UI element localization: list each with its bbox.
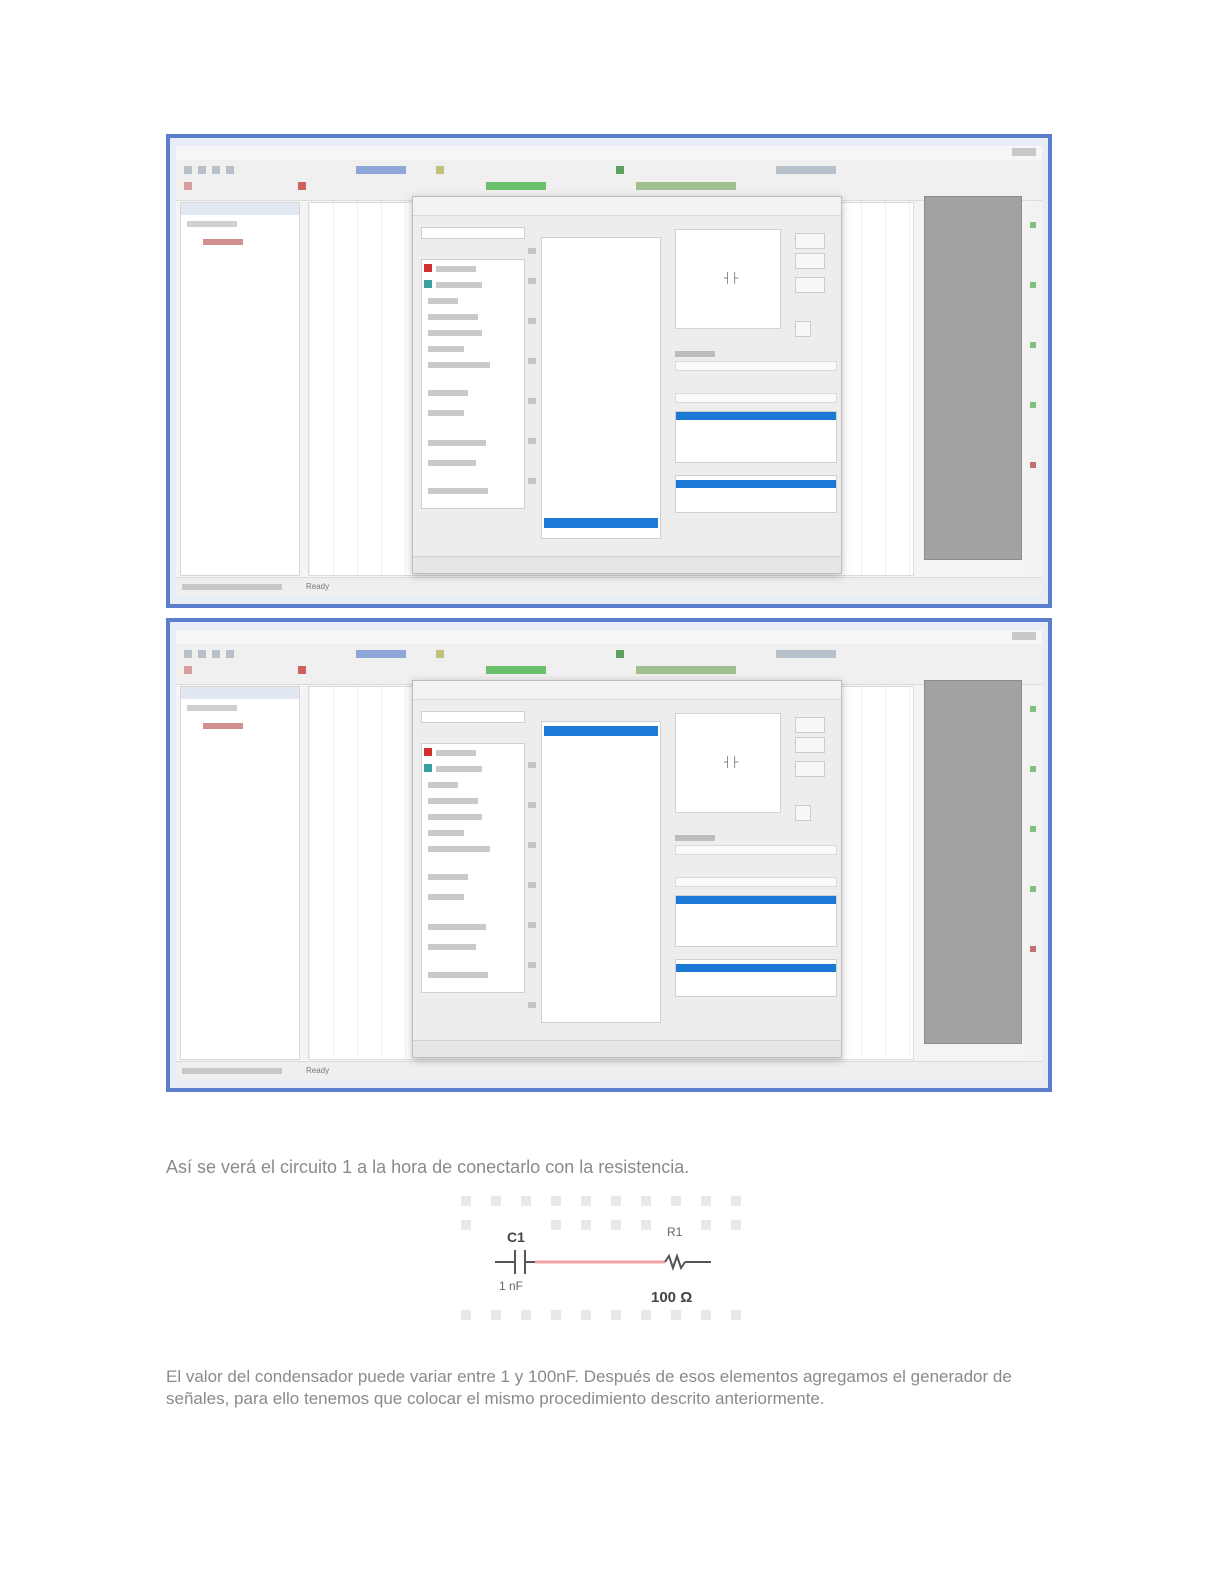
row-number — [528, 842, 536, 848]
row-number — [528, 248, 536, 254]
row-number — [528, 1002, 536, 1008]
symbol-preview — [675, 229, 781, 329]
help-button[interactable] — [795, 321, 811, 337]
simulate-button[interactable] — [486, 666, 546, 674]
save-icon[interactable] — [212, 166, 220, 174]
screenshot-2 — [166, 618, 1052, 1092]
app-window — [176, 146, 1042, 596]
row-number — [528, 318, 536, 324]
window-controls[interactable] — [1012, 148, 1036, 156]
instrument-icon[interactable] — [1030, 462, 1036, 468]
status-tabs[interactable] — [182, 1068, 282, 1074]
status-bar — [176, 577, 1042, 596]
tree-child-item[interactable] — [203, 239, 243, 245]
list-item[interactable] — [428, 798, 478, 804]
list-item[interactable] — [428, 330, 482, 336]
function-label — [675, 835, 715, 841]
toolbox-header — [181, 687, 299, 699]
resistor-symbol — [665, 1256, 685, 1268]
grid-dots — [461, 1196, 741, 1320]
save-icon[interactable] — [212, 650, 220, 658]
help-button[interactable] — [795, 805, 811, 821]
print-icon[interactable] — [226, 166, 234, 174]
row-number — [528, 398, 536, 404]
list-item[interactable] — [428, 894, 464, 900]
basic-icon — [424, 280, 432, 288]
circuit-svg — [455, 1190, 755, 1340]
component-list[interactable] — [541, 237, 661, 539]
footprint-box[interactable] — [675, 475, 837, 513]
new-icon[interactable] — [184, 166, 192, 174]
toolbar[interactable] — [176, 644, 1042, 685]
select-component-dialog — [412, 196, 842, 574]
ok-button[interactable] — [795, 717, 825, 733]
window-controls[interactable] — [1012, 632, 1036, 640]
open-icon[interactable] — [198, 650, 206, 658]
row-number — [528, 438, 536, 444]
list-item[interactable] — [428, 460, 476, 466]
footprint-box[interactable] — [675, 959, 837, 997]
group-list[interactable] — [421, 743, 525, 993]
print-icon[interactable] — [226, 650, 234, 658]
instruments-strip — [1026, 202, 1040, 576]
list-item[interactable] — [428, 440, 486, 446]
zoom-controls[interactable] — [776, 166, 836, 174]
list-item[interactable] — [428, 314, 478, 320]
capacitor-symbol-icon: ┤├ — [724, 757, 739, 768]
circuit-diagram — [455, 1190, 755, 1340]
new-icon[interactable] — [184, 650, 192, 658]
list-item[interactable] — [436, 750, 476, 756]
model-manuf-box[interactable] — [675, 895, 837, 947]
ok-button[interactable] — [795, 233, 825, 249]
list-item[interactable] — [428, 944, 476, 950]
design-toolbox — [180, 686, 300, 1060]
instrument-icon[interactable] — [1030, 706, 1036, 712]
instruments-strip — [1026, 686, 1040, 1060]
list-item[interactable] — [428, 846, 490, 852]
zoom-controls[interactable] — [776, 650, 836, 658]
list-item[interactable] — [428, 874, 468, 880]
selected-model-row[interactable] — [676, 896, 836, 904]
status-tabs[interactable] — [182, 584, 282, 590]
selected-model-row[interactable] — [676, 412, 836, 420]
selected-footprint-row[interactable] — [676, 964, 836, 972]
status-text: Ready — [306, 582, 330, 591]
function-field[interactable] — [675, 361, 837, 371]
menu-bar[interactable] — [176, 630, 1042, 645]
status-text: Ready — [306, 1066, 330, 1075]
row-number — [528, 882, 536, 888]
dialog-footer — [413, 1040, 841, 1057]
list-item[interactable] — [428, 924, 486, 930]
row-number — [528, 358, 536, 364]
label-c1: C1 — [507, 1229, 525, 1245]
tree-root-item[interactable] — [187, 705, 237, 711]
function-label — [675, 351, 715, 357]
label-100ohm: 100 Ω — [651, 1289, 693, 1306]
list-item[interactable] — [428, 346, 464, 352]
toolbar[interactable] — [176, 160, 1042, 201]
cut-icon[interactable] — [184, 666, 192, 674]
instrument-bar[interactable] — [636, 666, 736, 674]
cut-icon[interactable] — [184, 182, 192, 190]
row-number — [528, 922, 536, 928]
instrument-icon[interactable] — [1030, 826, 1036, 832]
search-button[interactable] — [795, 277, 825, 293]
selected-component-row[interactable] — [544, 518, 658, 528]
instrument-icon[interactable] — [1030, 222, 1036, 228]
component-icon[interactable] — [436, 650, 444, 658]
sources-icon — [424, 264, 432, 272]
list-item[interactable] — [428, 814, 482, 820]
list-item[interactable] — [428, 972, 488, 978]
list-item[interactable] — [428, 390, 468, 396]
tree-child-item[interactable] — [203, 723, 243, 729]
basic-icon — [424, 764, 432, 772]
instrument-icon[interactable] — [1030, 342, 1036, 348]
list-item[interactable] — [428, 830, 464, 836]
run-icon[interactable] — [616, 166, 624, 174]
select-component-dialog — [412, 680, 842, 1058]
label-1nf: 1 nF — [499, 1279, 524, 1293]
toolbox-header — [181, 203, 299, 215]
database-field[interactable] — [421, 711, 525, 723]
list-item[interactable] — [436, 766, 482, 772]
design-toolbox — [180, 202, 300, 576]
row-number — [528, 962, 536, 968]
instrument-icon[interactable] — [1030, 402, 1036, 408]
list-item[interactable] — [428, 782, 458, 788]
instrument-icon[interactable] — [1030, 766, 1036, 772]
figure-caption: Así se verá el circuito 1 a la hora de conectarlo con la resistencia. — [166, 1157, 690, 1177]
group-list[interactable] — [421, 259, 525, 509]
database-field[interactable] — [421, 227, 525, 239]
dialog-title-bar — [413, 197, 841, 216]
body-paragraph: El valor del condensador puede variar entre 1 y 100nF. Después de esos elementos agregamos el generador de señales, para ello tenemos que colocar el mismo procedimiento descrito anteriormente. — [166, 1367, 1012, 1408]
instrument-icon[interactable] — [1030, 946, 1036, 952]
tree-root-item[interactable] — [187, 221, 237, 227]
label-r1: R1 — [667, 1225, 683, 1239]
model-manuf-box[interactable] — [675, 411, 837, 463]
selected-footprint-row[interactable] — [676, 480, 836, 488]
list-item[interactable] — [428, 298, 458, 304]
menu-bar[interactable] — [176, 146, 1042, 161]
run-icon[interactable] — [616, 650, 624, 658]
dialog-footer — [413, 556, 841, 573]
symbol-field[interactable] — [675, 877, 837, 887]
close-button[interactable] — [795, 253, 825, 269]
function-field[interactable] — [675, 845, 837, 855]
spreadsheet-panel — [924, 680, 1022, 1044]
symbol-field[interactable] — [675, 393, 837, 403]
symbol-preview — [675, 713, 781, 813]
list-item[interactable] — [436, 282, 482, 288]
component-list[interactable] — [541, 721, 661, 1023]
open-icon[interactable] — [198, 166, 206, 174]
row-number — [528, 762, 536, 768]
view-selector[interactable] — [356, 650, 406, 658]
list-item[interactable] — [428, 362, 490, 368]
record-icon[interactable] — [298, 666, 306, 674]
list-item[interactable] — [436, 266, 476, 272]
row-number — [528, 802, 536, 808]
screenshot-1 — [166, 134, 1052, 608]
instrument-icon[interactable] — [1030, 886, 1036, 892]
selected-component-row[interactable] — [544, 726, 658, 736]
simulate-button[interactable] — [486, 182, 546, 190]
component-icon[interactable] — [436, 166, 444, 174]
status-bar — [176, 1061, 1042, 1080]
dialog-title-bar — [413, 681, 841, 700]
row-number — [528, 278, 536, 284]
sources-icon — [424, 748, 432, 756]
close-button[interactable] — [795, 737, 825, 753]
search-button[interactable] — [795, 761, 825, 777]
record-icon[interactable] — [298, 182, 306, 190]
list-item[interactable] — [428, 488, 488, 494]
list-item[interactable] — [428, 410, 464, 416]
view-selector[interactable] — [356, 166, 406, 174]
row-number — [528, 478, 536, 484]
capacitor-symbol-icon: ┤├ — [724, 273, 739, 284]
instrument-icon[interactable] — [1030, 282, 1036, 288]
spreadsheet-panel — [924, 196, 1022, 560]
instrument-bar[interactable] — [636, 182, 736, 190]
app-window — [176, 630, 1042, 1080]
